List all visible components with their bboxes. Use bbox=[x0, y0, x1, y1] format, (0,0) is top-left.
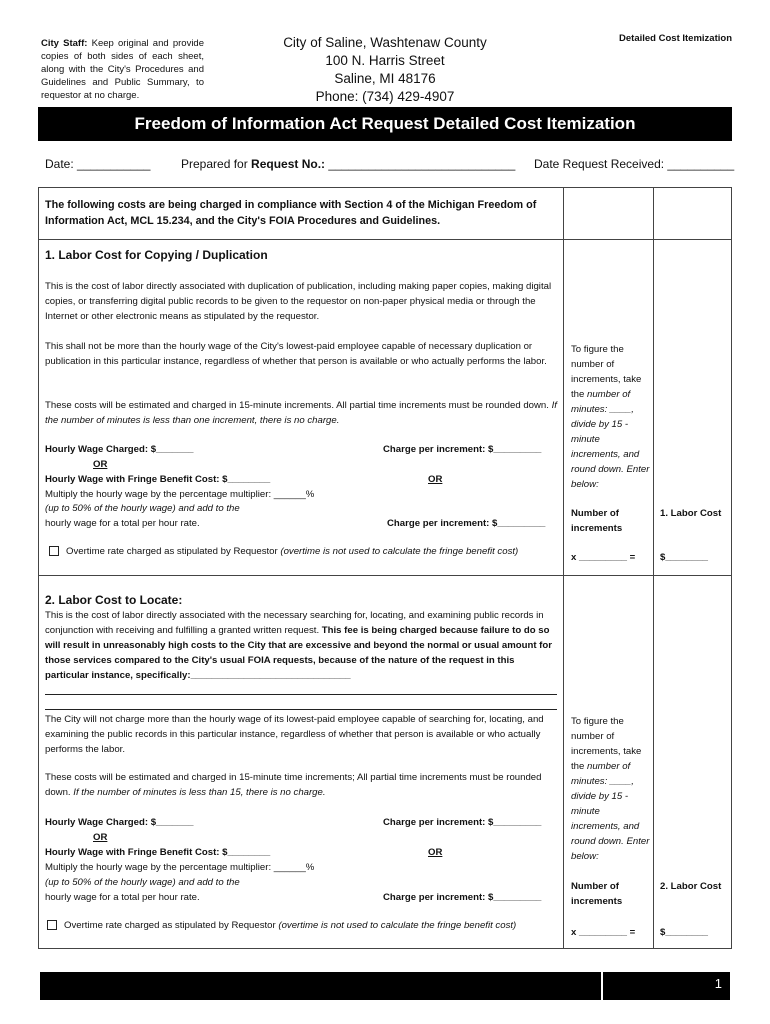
prepared-for-request[interactable] bbox=[181, 157, 515, 171]
section2-para1b: This fee is being charged because failure to do so will result in unreasonably high costs to the City that are excessive and beyond the normal or usual amount for those services compared to the City's usual FOIA requests, because of the nature of the request in this particular instance, specifically:______________________________ bbox=[45, 625, 552, 681]
section1-overtime bbox=[66, 544, 561, 559]
date-field[interactable]: Date: ___________ bbox=[45, 157, 151, 171]
col-divider-1 bbox=[563, 187, 564, 949]
section2-or-1: OR bbox=[93, 832, 108, 843]
section2-increments-field[interactable]: x _________ = bbox=[571, 927, 636, 938]
section1-increment-instructions bbox=[571, 342, 651, 492]
city-staff-label: City Staff: bbox=[41, 38, 88, 49]
section2-overtime-note: (overtime is not used to calculate the fringe benefit cost) bbox=[278, 920, 517, 931]
section2-side-b: number of minutes: ____, divide by 15 -minute increments, and round down. Enter below: bbox=[571, 761, 650, 862]
section2-hourly-wage[interactable]: Hourly Wage Charged: $_______ bbox=[45, 817, 194, 828]
page-title: Freedom of Information Act Request Detailed Cost Itemization bbox=[38, 107, 732, 141]
prepared-prefix: Prepared for bbox=[181, 157, 248, 171]
section1-charge-increment-1[interactable]: Charge per increment: $_________ bbox=[383, 444, 542, 455]
page-number: 1 bbox=[714, 976, 722, 991]
section2-para2: The City will not charge more than the hourly wage of its lowest-paid employee capable of searching for, locating, and examining the public records in this particular instance, regardless of whether that person is available or who actually performs the labor. bbox=[45, 714, 544, 755]
section1-para3b: rounded down. bbox=[485, 400, 549, 411]
section2-overtime-checkbox[interactable] bbox=[47, 920, 57, 930]
section1-para3a: These costs will be estimated and charged in 15-minute increments. All partial time increments must be bbox=[45, 400, 483, 411]
col-divider-2 bbox=[653, 187, 654, 949]
section1-hourly-wage[interactable]: Hourly Wage Charged: $_______ bbox=[45, 444, 194, 455]
section2-para1a: This is the cost of labor directly associated with the necessary searching for, locating, and examining public records in conjunction with receiving and fulfilling a granted written request. bbox=[45, 610, 544, 636]
section2-increment-instructions bbox=[571, 714, 651, 864]
section2-labor-cost-field[interactable]: $________ bbox=[660, 927, 709, 938]
section1-side-a: To figure the number of increments, take the bbox=[571, 344, 642, 400]
section1-para2: This shall not be more than the hourly wage of the City's lowest-paid employee capable of necessary duplication or publication in this particular instance, regardless of whether that person is available or who actually performs the labor. bbox=[45, 341, 547, 367]
city-street: 100 N. Harris Street bbox=[325, 53, 445, 68]
document-type: Detailed Cost Itemization bbox=[619, 33, 732, 44]
city-name: City of Saline, Washtenaw County bbox=[283, 35, 487, 50]
date-received-field[interactable]: Date Request Received: __________ bbox=[534, 157, 735, 171]
section1-fringe[interactable]: Hourly Wage with Fringe Benefit Cost: $________ bbox=[45, 474, 271, 485]
section1-overtime-checkbox[interactable] bbox=[49, 546, 59, 556]
section1-charge-increment-2[interactable]: Charge per increment: $_________ bbox=[387, 518, 546, 529]
section1-para3c: If the number of minutes is less than one increment, there is no charge. bbox=[45, 400, 557, 426]
section1-or-1: OR bbox=[93, 459, 108, 470]
section2-total-rate: hourly wage for a total per hour rate. bbox=[45, 892, 200, 903]
section1-increments-field[interactable]: x _________ = bbox=[571, 552, 636, 563]
section2-blank-line-1[interactable] bbox=[45, 694, 557, 695]
section1-number-of-increments: Number of increments bbox=[571, 508, 623, 534]
section1-total-rate: hourly wage for a total per hour rate. bbox=[45, 518, 200, 529]
section2-para3 bbox=[45, 770, 557, 800]
city-staff-text: Keep original and provide copies of both sides of each sheet, along with the City's Procedures and Guidelines and Public Summary, to requestor at no charge. bbox=[41, 38, 204, 101]
section2-multiplier[interactable]: Multiply the hourly wage by the percentage multiplier: ______% bbox=[45, 862, 315, 873]
section2-side-a: To figure the number of increments, take the bbox=[571, 716, 642, 772]
section1-upto: (up to 50% of the hourly wage) and add to the bbox=[45, 503, 240, 514]
request-no-label: Request No.: bbox=[251, 157, 326, 171]
section1-para1: This is the cost of labor directly associated with duplication of publication, including making paper copies, making digital copies, or transferring digital public records to be given to the requestor on non-paper physical media or through the Internet or other electronic means as stipulated by the requestor. bbox=[45, 281, 552, 322]
section2-para1 bbox=[45, 608, 559, 683]
section1-labor-cost-label: 1. Labor Cost bbox=[660, 508, 722, 519]
city-state: Saline, MI 48176 bbox=[334, 71, 436, 86]
section1-overtime-label: Overtime rate charged as stipulated by Requestor bbox=[66, 546, 278, 557]
section2-charge-increment-2[interactable]: Charge per increment: $_________ bbox=[383, 892, 542, 903]
section1-overtime-note: (overtime is not used to calculate the fringe benefit cost) bbox=[280, 546, 519, 557]
section2-heading: 2. Labor Cost to Locate: bbox=[45, 593, 183, 607]
city-phone: Phone: (734) 429-4907 bbox=[315, 89, 455, 104]
footer-separator bbox=[601, 972, 603, 1000]
section2-fringe[interactable]: Hourly Wage with Fringe Benefit Cost: $________ bbox=[45, 847, 271, 858]
section1-labor-cost-field[interactable]: $________ bbox=[660, 552, 709, 563]
section1-side-b: number of minutes: ____, divide by 15 -minute increments, and round down. Enter below: bbox=[571, 389, 650, 490]
section1-or-2: OR bbox=[428, 474, 443, 485]
section2-number-of-increments: Number of increments bbox=[571, 881, 623, 907]
row-divider-section bbox=[38, 575, 732, 576]
section2-para3c: If the number of minutes is less than 15, there is no charge. bbox=[73, 787, 326, 798]
row-divider-intro bbox=[38, 239, 732, 240]
city-address bbox=[255, 34, 515, 106]
intro-text: The following costs are being charged in compliance with Section 4 of the Michigan Freedom of Information Act, MCL 15.234, and the City's FOIA Procedures and Guidelines. bbox=[45, 199, 537, 227]
section2-upto: (up to 50% of the hourly wage) and add to the bbox=[45, 877, 240, 888]
request-no-line: ____________________________ bbox=[328, 157, 516, 171]
section2-para3b: rounded down. bbox=[45, 772, 542, 798]
section1-heading: 1. Labor Cost for Copying / Duplication bbox=[45, 248, 268, 262]
footer-bar bbox=[40, 972, 730, 1000]
section2-overtime bbox=[64, 918, 559, 933]
section2-blank-line-2[interactable] bbox=[45, 709, 557, 710]
section1-multiplier[interactable]: Multiply the hourly wage by the percentage multiplier: ______% bbox=[45, 489, 315, 500]
section2-overtime-label: Overtime rate charged as stipulated by Requestor bbox=[64, 920, 276, 931]
city-staff-note bbox=[41, 37, 204, 102]
section2-labor-cost-label: 2. Labor Cost bbox=[660, 881, 722, 892]
section2-or-2: OR bbox=[428, 847, 443, 858]
section2-para3a: These costs will be estimated and charged in 15-minute time increments; All partial time increments must be bbox=[45, 772, 504, 783]
section2-charge-increment-1[interactable]: Charge per increment: $_________ bbox=[383, 817, 542, 828]
section1-para3 bbox=[45, 398, 557, 428]
